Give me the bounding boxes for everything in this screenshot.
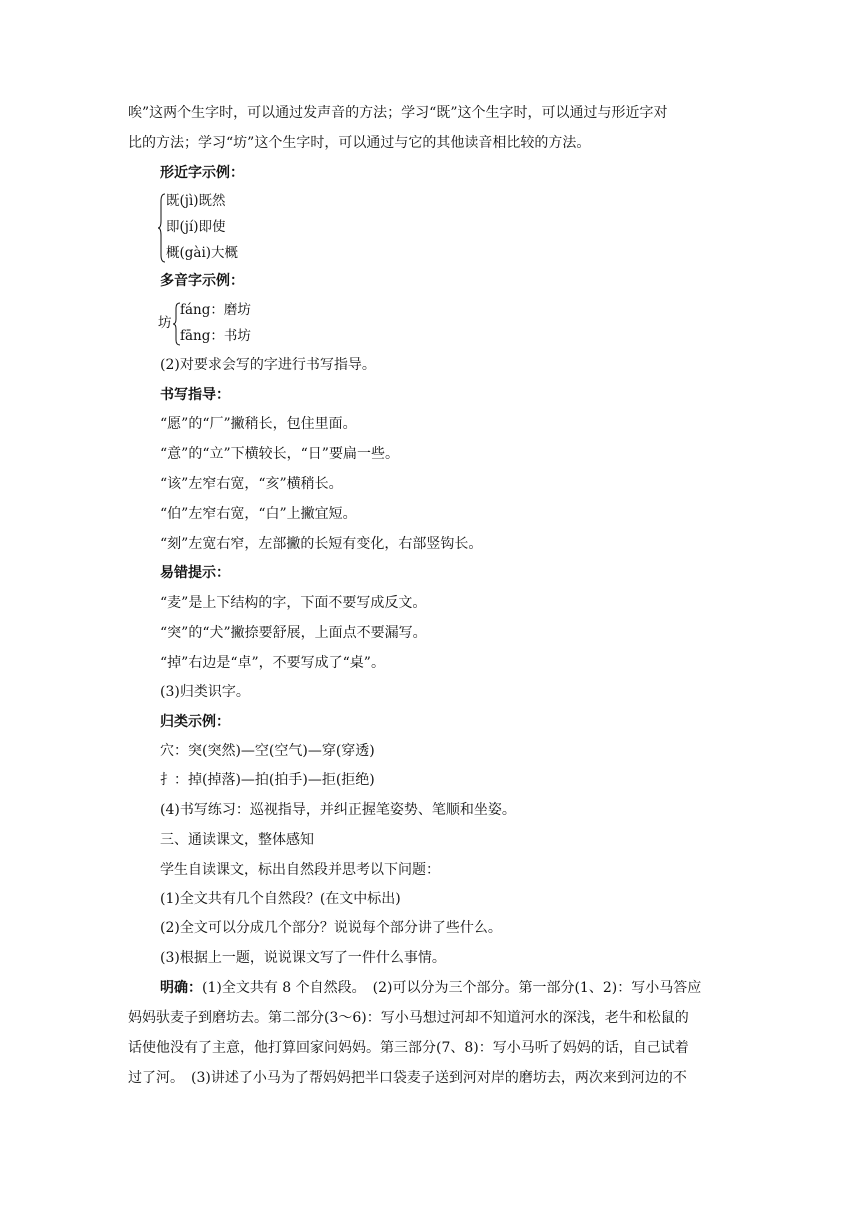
section-3-title: 三、通读课文，整体感知 [160,832,314,848]
yicuo-item-2: “突”的“犬”撇捺要舒展，上面点不要漏写。 [160,625,427,641]
guilei-item-2: 扌：掉(掉落)—拍(拍手)—拒(拒绝) [160,772,375,788]
yicuo-item-1: “麦”是上下结构的字，下面不要写成反文。 [160,595,427,611]
xingjin-item-3: 概(gài)大概 [166,245,239,261]
xingjin-item-1: 既(jì)既然 [166,193,226,209]
left-brace-icon [158,193,166,263]
yicuo-item-3: “掉”右边是“卓”，不要写成了“桌”。 [160,655,385,671]
shuxie-item-2: “意”的“立”下横较长，“日”要扁一些。 [160,446,399,462]
duoyin-item-1: fáng：磨坊 [180,302,251,318]
answer-line-2: 妈妈驮麦子到磨坊去。第二部分(3～6)：写小马想过河却不知道河水的深浅，老牛和松鼠的 [128,1010,689,1026]
answer-label: 明确： [160,980,202,996]
shuxie-item-5: “刻”左宽右窄，左部撇的长短有变化，右部竖钩长。 [160,536,483,552]
guilei-item-1: 穴：突(突然)—空(空气)—穿(穿透) [160,743,375,759]
section-3-prompt: 学生自读课文，标出自然段并思考以下问题： [160,862,440,878]
shuxie-item-3: “该”左窄右宽，“亥”横稍长。 [160,476,343,492]
step-4: (4)书写练习：巡视指导，并纠正握笔姿势、笔顺和坐姿。 [160,802,516,818]
duoyin-item-2: fāng：书坊 [180,328,251,344]
yicuo-heading: 易错提示： [160,565,230,581]
xingjin-heading: 形近字示例： [160,165,244,181]
shuxie-item-1: “愿”的“厂”撇稍长，包住里面。 [160,416,357,432]
intro-line-1: 唉”这两个生字时，可以通过发声音的方法；学习“既”这个生字时，可以通过与形近字对 [128,105,668,121]
guilei-heading: 归类示例： [160,714,230,730]
question-1: (1)全文共有几个自然段？(在文中标出) [160,891,401,907]
answer-line-4: 过了河。 (3)讲述了小马为了帮妈妈把半口袋麦子送到河对岸的磨坊去，两次来到河边的不 [128,1070,687,1086]
step-3: (3)归类识字。 [160,684,250,700]
duoyin-char: 坊 [158,315,172,331]
duoyin-heading: 多音字示例： [160,273,244,289]
question-2: (2)全文可以分成几个部分？说说每个部分讲了些什么。 [160,920,502,936]
shuxie-heading: 书写指导： [160,387,230,403]
answer-line-3: 话使他没有了主意，他打算回家问妈妈。第三部分(7、8)：写小马听了妈妈的话，自己试着 [128,1040,689,1056]
step-2: (2)对要求会写的字进行书写指导。 [160,357,376,373]
xingjin-item-2: 即(jí)即使 [166,219,226,235]
intro-line-2: 比的方法；学习“坊”这个生字时，可以通过与它的其他读音相比较的方法。 [128,135,591,151]
question-3: (3)根据上一题，说说课文写了一件什么事情。 [160,950,446,966]
shuxie-item-4: “伯”左窄右宽，“白”上撇宜短。 [160,506,357,522]
answer-text-1: (1)全文共有 8 个自然段。 (2)可以分为三个部分。第一部分(1、2)：写小马答应 [202,980,702,996]
answer-line-1 [160,978,701,998]
